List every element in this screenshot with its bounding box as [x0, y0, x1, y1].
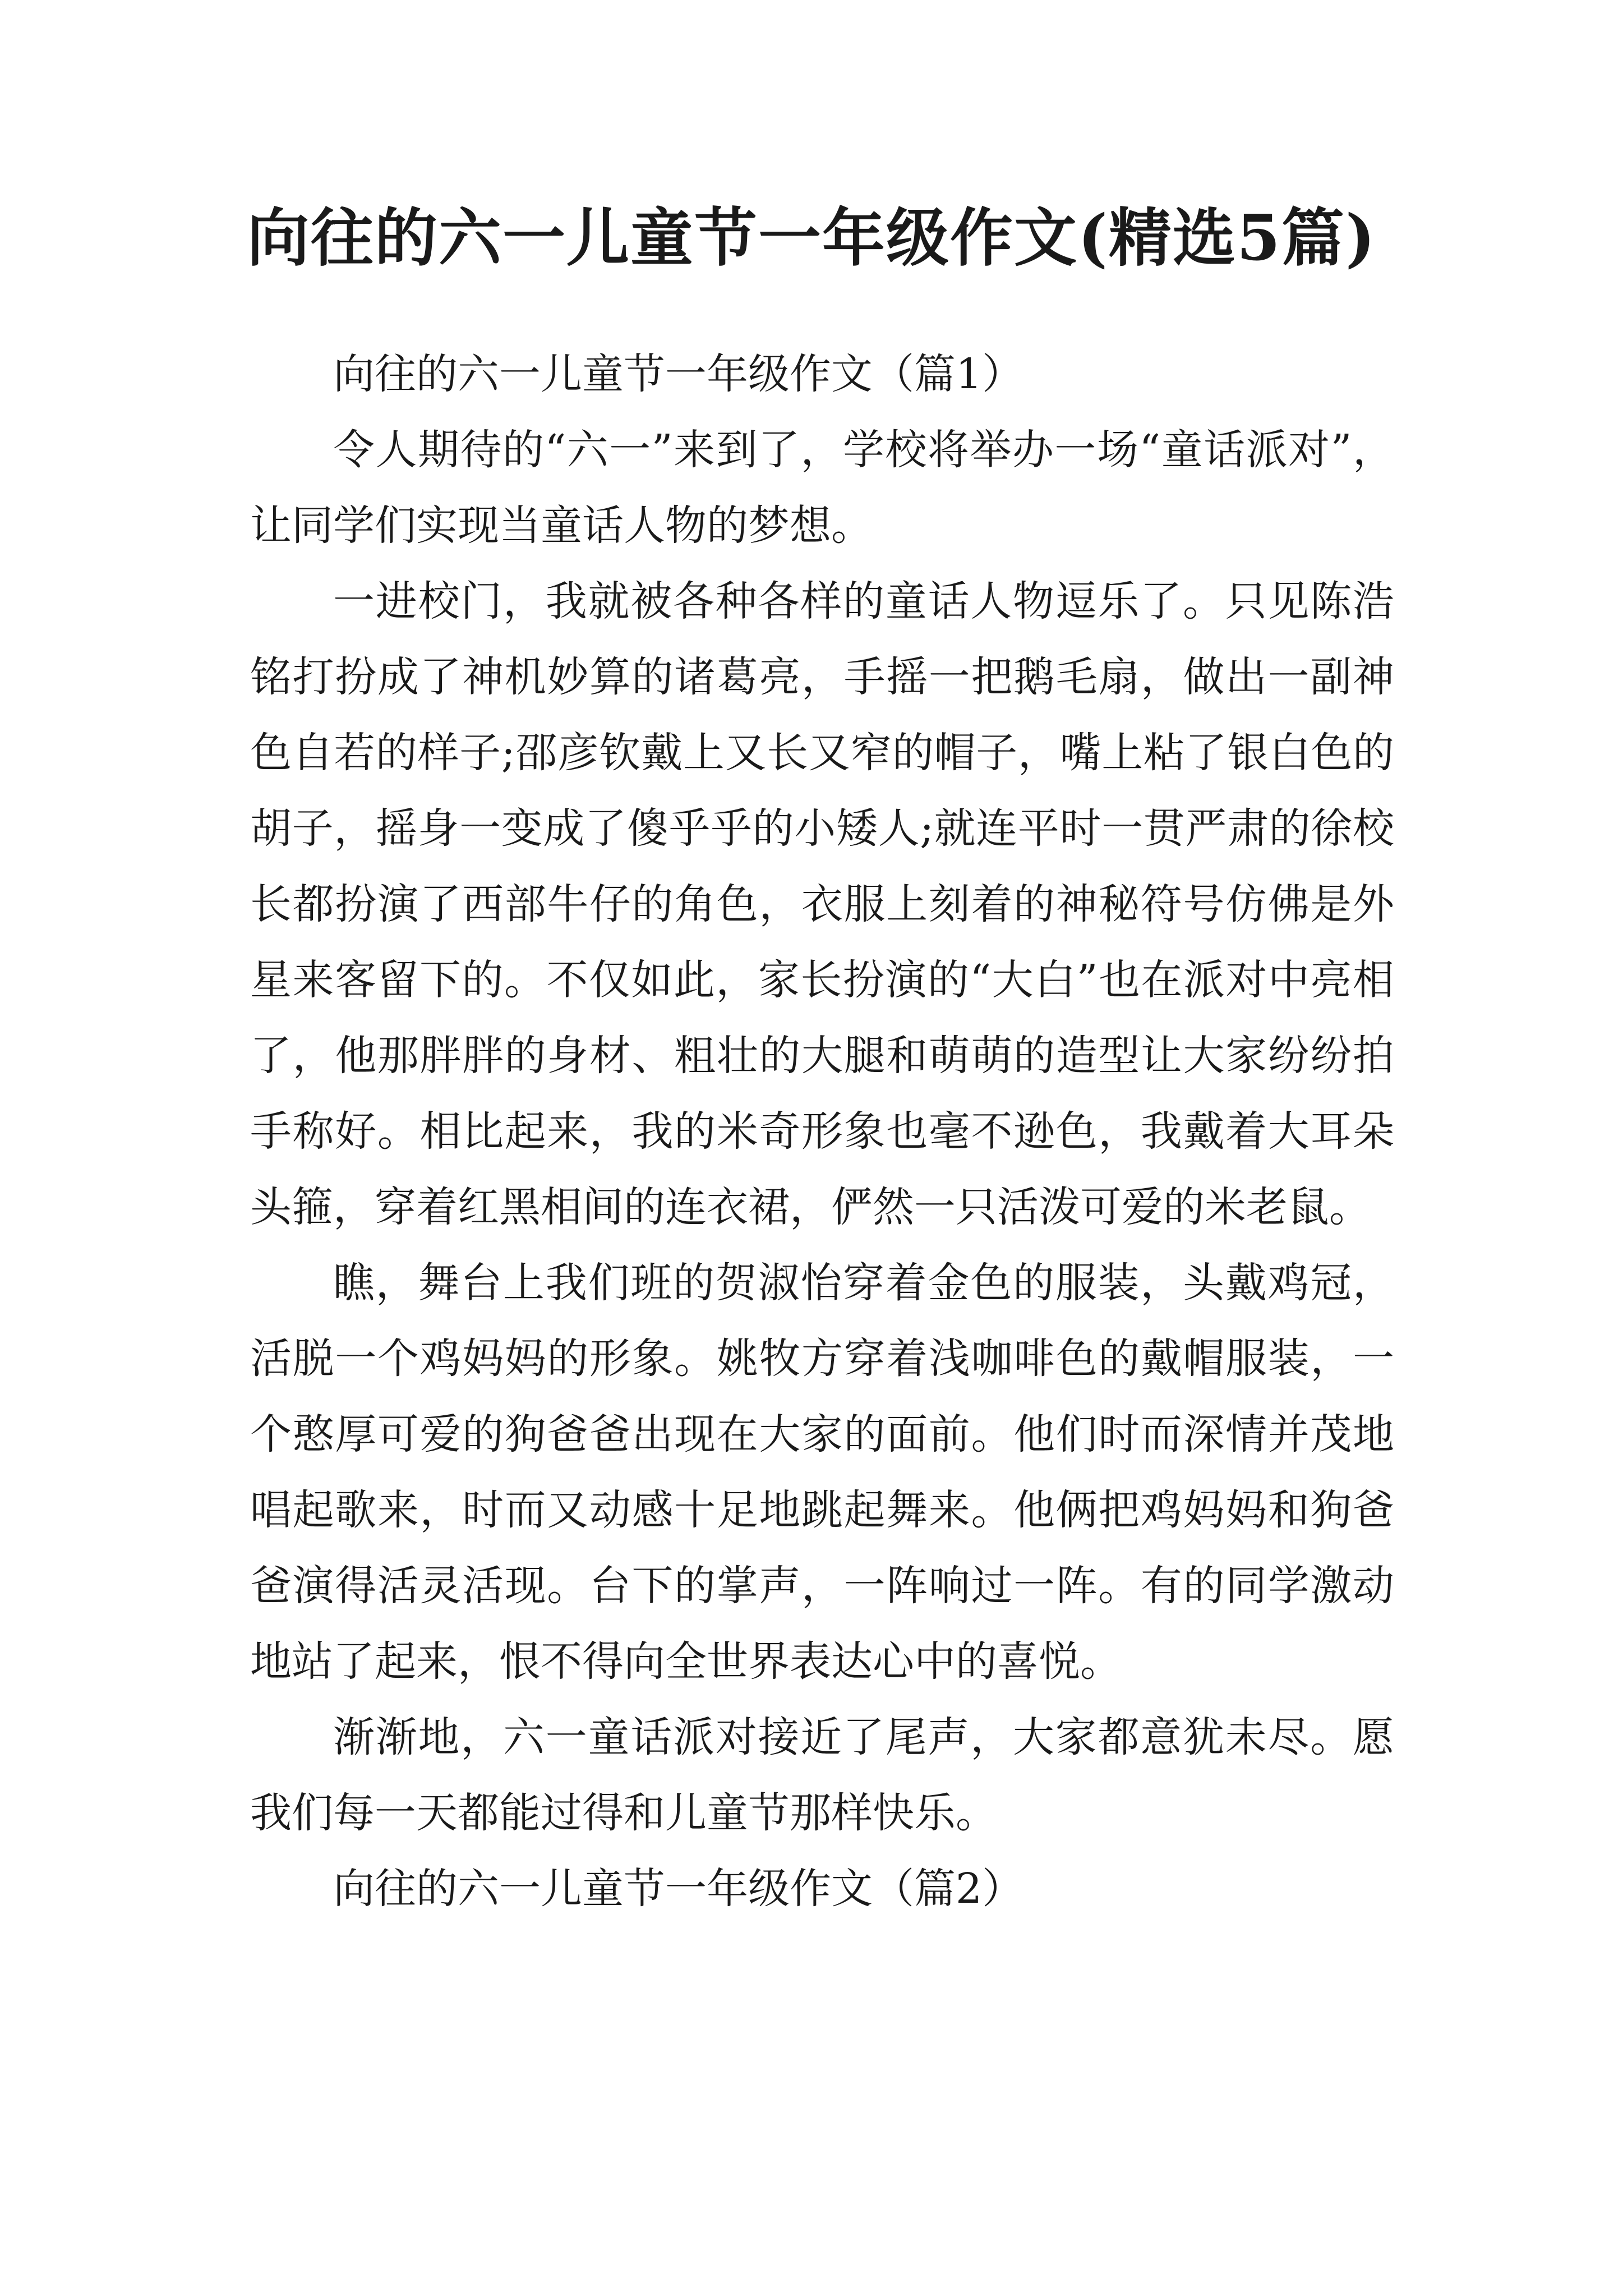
paragraph: 一进校门，我就被各种各样的童话人物逗乐了。只见陈浩铭打扮成了神机妙算的诸葛亮，手摇一把鹅毛扇，做出一副神色自若的样子;邵彦钦戴上又长又窄的帽子，嘴上粘了银白色的胡子，摇身一变成了傻乎乎的小矮人;就连平时一贯严肃的徐校长都扮演了西部牛仔的角色，衣服上刻着的神秘符号仿佛是外星来客留下的。不仅如此，家长扮演的“大白”也在派对中亮相了，他那胖胖的身材、粗壮的大腿和萌萌的造型让大家纷纷拍手称好。相比起来，我的米奇形象也毫不逊色，我戴着大耳朵头箍，穿着红黑相间的连衣裙，俨然一只活泼可爱的米老鼠。 [250, 577, 1394, 1231]
paragraph: 令人期待的“六一”来到了，学校将举办一场“童话派对”，让同学们实现当童话人物的梦想。 [250, 426, 1394, 550]
document-body [250, 337, 1394, 1927]
section-heading-1: 向往的六一儿童节一年级作文（篇1） [333, 350, 1024, 398]
section-heading-2: 向往的六一儿童节一年级作文（篇2） [333, 1865, 1024, 1913]
document-title: 向往的六一儿童节一年级作文(精选5篇) [247, 201, 1376, 275]
paragraph: 渐渐地，六一童话派对接近了尾声，大家都意犹未尽。愿我们每一天都能过得和儿童节那样快乐。 [250, 1713, 1394, 1837]
paragraph: 瞧，舞台上我们班的贺淑怡穿着金色的服装，头戴鸡冠，活脱一个鸡妈妈的形象。姚牧方穿着浅咖啡色的戴帽服装，一个憨厚可爱的狗爸爸出现在大家的面前。他们时而深情并茂地唱起歌来，时而又动感十足地跳起舞来。他俩把鸡妈妈和狗爸爸演得活灵活现。台下的掌声，一阵响过一阵。有的同学激动地站了起来，恨不得向全世界表达心中的喜悦。 [250, 1259, 1394, 1686]
